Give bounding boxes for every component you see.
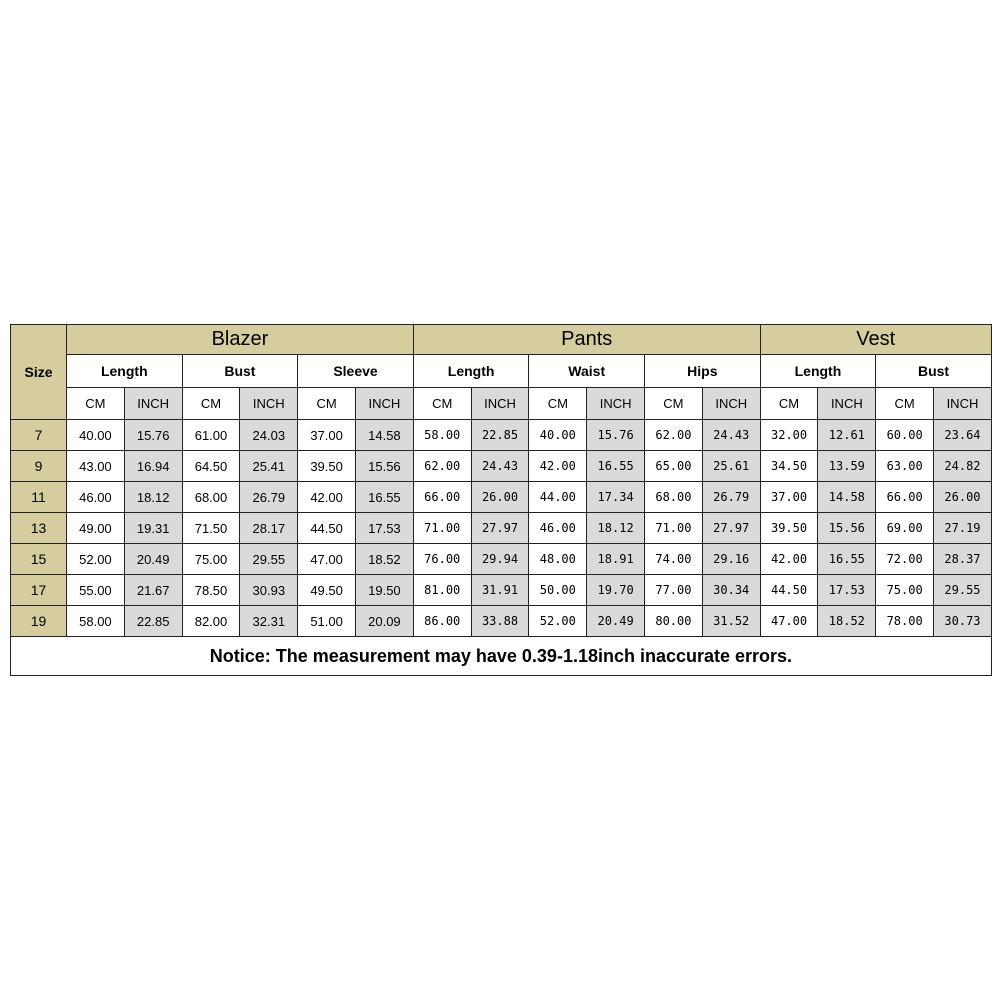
size-chart-container	[10, 324, 991, 676]
inch-value-cell: 26.00	[471, 482, 529, 513]
unit-header-cm: CM	[760, 388, 818, 420]
cm-value-cell: 48.00	[529, 544, 587, 575]
unit-header-cm: CM	[645, 388, 703, 420]
inch-value-cell: 26.79	[702, 482, 760, 513]
inch-value-cell: 16.94	[124, 451, 182, 482]
cm-value-cell: 78.50	[182, 575, 240, 606]
cm-value-cell: 52.00	[529, 606, 587, 637]
table-row	[11, 420, 992, 451]
inch-value-cell: 29.16	[702, 544, 760, 575]
cm-value-cell: 42.00	[529, 451, 587, 482]
cm-value-cell: 66.00	[876, 482, 934, 513]
cm-value-cell: 46.00	[529, 513, 587, 544]
cm-value-cell: 49.50	[298, 575, 356, 606]
cm-value-cell: 64.50	[182, 451, 240, 482]
inch-value-cell: 20.49	[124, 544, 182, 575]
measure-header-vest-bust: Bust	[876, 355, 992, 388]
inch-value-cell: 13.59	[818, 451, 876, 482]
unit-header-cm: CM	[298, 388, 356, 420]
inch-value-cell: 12.61	[818, 420, 876, 451]
unit-header-cm: CM	[67, 388, 125, 420]
measure-header-pants-hips: Hips	[645, 355, 761, 388]
cm-value-cell: 71.00	[645, 513, 703, 544]
cm-value-cell: 46.00	[67, 482, 125, 513]
inch-value-cell: 25.41	[240, 451, 298, 482]
cm-value-cell: 71.00	[413, 513, 471, 544]
inch-value-cell: 16.55	[355, 482, 413, 513]
notice-text: Notice: The measurement may have 0.39-1.18inch inaccurate errors.	[11, 637, 992, 676]
measure-header-row	[11, 355, 992, 388]
size-cell: 19	[11, 606, 67, 637]
measure-header-pants-length: Length	[413, 355, 529, 388]
cm-value-cell: 75.00	[182, 544, 240, 575]
measure-header-vest-length: Length	[760, 355, 876, 388]
cm-value-cell: 49.00	[67, 513, 125, 544]
cm-value-cell: 68.00	[182, 482, 240, 513]
inch-value-cell: 23.64	[934, 420, 992, 451]
inch-value-cell: 25.61	[702, 451, 760, 482]
inch-value-cell: 19.50	[355, 575, 413, 606]
cm-value-cell: 68.00	[645, 482, 703, 513]
cm-value-cell: 71.50	[182, 513, 240, 544]
unit-header-cm: CM	[182, 388, 240, 420]
unit-header-inch: INCH	[818, 388, 876, 420]
inch-value-cell: 28.37	[934, 544, 992, 575]
cm-value-cell: 42.00	[760, 544, 818, 575]
cm-value-cell: 78.00	[876, 606, 934, 637]
inch-value-cell: 30.93	[240, 575, 298, 606]
inch-value-cell: 20.49	[587, 606, 645, 637]
cm-value-cell: 39.50	[298, 451, 356, 482]
cm-value-cell: 77.00	[645, 575, 703, 606]
table-row	[11, 575, 992, 606]
unit-header-cm: CM	[876, 388, 934, 420]
measure-header-blazer-length: Length	[67, 355, 183, 388]
cm-value-cell: 76.00	[413, 544, 471, 575]
inch-value-cell: 24.03	[240, 420, 298, 451]
inch-value-cell: 29.55	[240, 544, 298, 575]
size-header: Size	[11, 325, 67, 420]
notice-row	[11, 637, 992, 676]
cm-value-cell: 40.00	[529, 420, 587, 451]
cm-value-cell: 44.00	[529, 482, 587, 513]
measure-header-blazer-sleeve: Sleeve	[298, 355, 414, 388]
inch-value-cell: 17.53	[355, 513, 413, 544]
inch-value-cell: 14.58	[818, 482, 876, 513]
inch-value-cell: 26.00	[934, 482, 992, 513]
cm-value-cell: 32.00	[760, 420, 818, 451]
inch-value-cell: 33.88	[471, 606, 529, 637]
table-row	[11, 544, 992, 575]
cm-value-cell: 37.00	[298, 420, 356, 451]
size-chart-table	[10, 324, 992, 676]
table-row	[11, 513, 992, 544]
table-row	[11, 606, 992, 637]
inch-value-cell: 14.58	[355, 420, 413, 451]
inch-value-cell: 22.85	[124, 606, 182, 637]
cm-value-cell: 75.00	[876, 575, 934, 606]
table-row	[11, 482, 992, 513]
cm-value-cell: 44.50	[760, 575, 818, 606]
cm-value-cell: 74.00	[645, 544, 703, 575]
inch-value-cell: 30.34	[702, 575, 760, 606]
inch-value-cell: 18.12	[124, 482, 182, 513]
cm-value-cell: 42.00	[298, 482, 356, 513]
inch-value-cell: 31.52	[702, 606, 760, 637]
measure-header-blazer-bust: Bust	[182, 355, 298, 388]
cm-value-cell: 34.50	[760, 451, 818, 482]
cm-value-cell: 65.00	[645, 451, 703, 482]
unit-header-inch: INCH	[471, 388, 529, 420]
unit-header-inch: INCH	[124, 388, 182, 420]
unit-header-row	[11, 388, 992, 420]
inch-value-cell: 24.43	[702, 420, 760, 451]
cm-value-cell: 82.00	[182, 606, 240, 637]
cm-value-cell: 58.00	[67, 606, 125, 637]
cm-value-cell: 81.00	[413, 575, 471, 606]
cm-value-cell: 69.00	[876, 513, 934, 544]
inch-value-cell: 28.17	[240, 513, 298, 544]
cm-value-cell: 62.00	[645, 420, 703, 451]
cm-value-cell: 51.00	[298, 606, 356, 637]
group-header-vest: Vest	[760, 325, 991, 355]
inch-value-cell: 22.85	[471, 420, 529, 451]
unit-header-cm: CM	[529, 388, 587, 420]
cm-value-cell: 63.00	[876, 451, 934, 482]
unit-header-inch: INCH	[355, 388, 413, 420]
inch-value-cell: 17.53	[818, 575, 876, 606]
size-cell: 13	[11, 513, 67, 544]
inch-value-cell: 27.19	[934, 513, 992, 544]
inch-value-cell: 32.31	[240, 606, 298, 637]
unit-header-inch: INCH	[934, 388, 992, 420]
inch-value-cell: 17.34	[587, 482, 645, 513]
inch-value-cell: 21.67	[124, 575, 182, 606]
inch-value-cell: 30.73	[934, 606, 992, 637]
cm-value-cell: 47.00	[298, 544, 356, 575]
inch-value-cell: 24.82	[934, 451, 992, 482]
inch-value-cell: 19.70	[587, 575, 645, 606]
cm-value-cell: 55.00	[67, 575, 125, 606]
inch-value-cell: 18.12	[587, 513, 645, 544]
inch-value-cell: 29.94	[471, 544, 529, 575]
cm-value-cell: 80.00	[645, 606, 703, 637]
cm-value-cell: 43.00	[67, 451, 125, 482]
inch-value-cell: 15.76	[124, 420, 182, 451]
cm-value-cell: 62.00	[413, 451, 471, 482]
inch-value-cell: 19.31	[124, 513, 182, 544]
cm-value-cell: 52.00	[67, 544, 125, 575]
unit-header-inch: INCH	[702, 388, 760, 420]
inch-value-cell: 24.43	[471, 451, 529, 482]
inch-value-cell: 15.56	[818, 513, 876, 544]
cm-value-cell: 37.00	[760, 482, 818, 513]
unit-header-inch: INCH	[240, 388, 298, 420]
cm-value-cell: 44.50	[298, 513, 356, 544]
inch-value-cell: 15.76	[587, 420, 645, 451]
inch-value-cell: 26.79	[240, 482, 298, 513]
inch-value-cell: 27.97	[471, 513, 529, 544]
inch-value-cell: 27.97	[702, 513, 760, 544]
inch-value-cell: 15.56	[355, 451, 413, 482]
inch-value-cell: 29.55	[934, 575, 992, 606]
cm-value-cell: 61.00	[182, 420, 240, 451]
inch-value-cell: 16.55	[818, 544, 876, 575]
size-cell: 11	[11, 482, 67, 513]
measure-header-pants-waist: Waist	[529, 355, 645, 388]
cm-value-cell: 50.00	[529, 575, 587, 606]
group-header-pants: Pants	[413, 325, 760, 355]
inch-value-cell: 18.91	[587, 544, 645, 575]
cm-value-cell: 72.00	[876, 544, 934, 575]
unit-header-cm: CM	[413, 388, 471, 420]
size-cell: 15	[11, 544, 67, 575]
cm-value-cell: 66.00	[413, 482, 471, 513]
group-header-row	[11, 325, 992, 355]
inch-value-cell: 18.52	[355, 544, 413, 575]
table-row	[11, 451, 992, 482]
unit-header-inch: INCH	[587, 388, 645, 420]
cm-value-cell: 58.00	[413, 420, 471, 451]
group-header-blazer: Blazer	[67, 325, 414, 355]
inch-value-cell: 18.52	[818, 606, 876, 637]
size-cell: 9	[11, 451, 67, 482]
size-cell: 17	[11, 575, 67, 606]
cm-value-cell: 40.00	[67, 420, 125, 451]
size-cell: 7	[11, 420, 67, 451]
cm-value-cell: 60.00	[876, 420, 934, 451]
cm-value-cell: 39.50	[760, 513, 818, 544]
cm-value-cell: 86.00	[413, 606, 471, 637]
cm-value-cell: 47.00	[760, 606, 818, 637]
inch-value-cell: 16.55	[587, 451, 645, 482]
inch-value-cell: 20.09	[355, 606, 413, 637]
inch-value-cell: 31.91	[471, 575, 529, 606]
